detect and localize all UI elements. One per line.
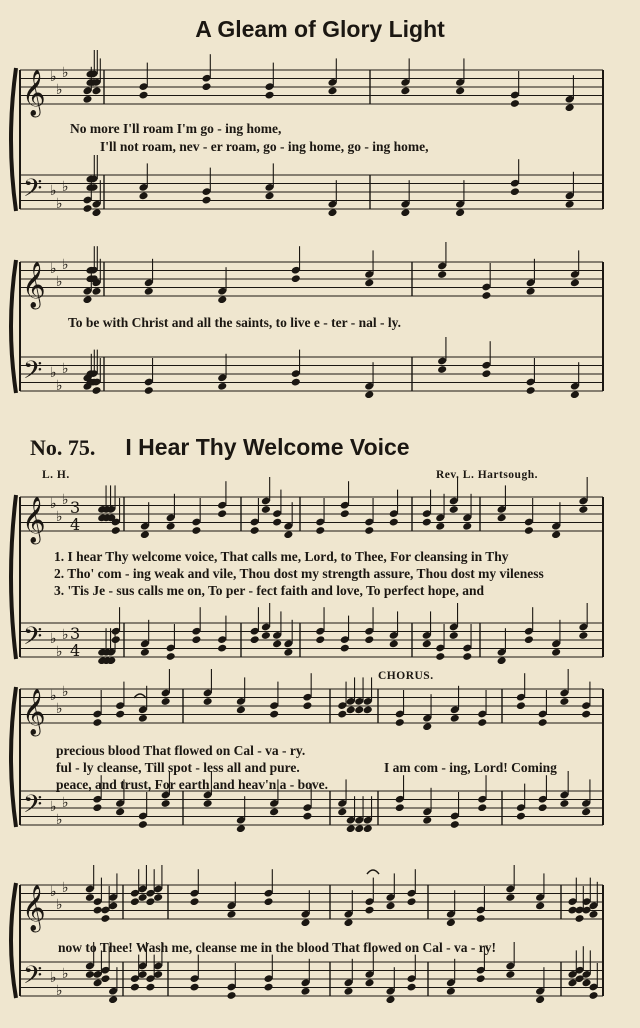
key-flat-treble-4-2: ♭ (62, 880, 69, 896)
key-flat-treble-3-2: ♭ (62, 684, 69, 700)
note-chord-t2-2-1 (261, 505, 271, 514)
note-chord-b3-0-2 (138, 820, 148, 829)
key-flat-bass-2-0: ♭ (50, 631, 57, 647)
chorus-label: CHORUS. (378, 670, 434, 682)
note-chord-b0-1-1 (201, 196, 211, 205)
note-chord-t3-3-0 (395, 718, 405, 727)
key-flat-treble-0-2: ♭ (62, 65, 69, 81)
note-chord-t1-1-0 (144, 287, 154, 296)
note-chord-t4-3-2 (385, 901, 395, 910)
note-chord-b4-0-1 (93, 978, 103, 987)
note-chord-b1-2-2 (526, 386, 536, 395)
note-chord-t2-1-2 (191, 526, 201, 535)
treble-clef-1: 𝄞 (22, 262, 46, 308)
note-chord-b4-3-3 (406, 983, 416, 992)
note-chord-b4-3-0 (343, 987, 353, 996)
note-chord-t0-1-3 (327, 86, 337, 95)
note-chord-b4-3-2 (385, 995, 395, 1004)
lyric-line-b2-verse-1: precious blood That flowed on Cal - va - ry. (56, 743, 306, 758)
brace-1 (11, 260, 16, 393)
key-flat-bass-3-2: ♭ (62, 795, 69, 811)
note-chord-t3-2-1 (346, 705, 356, 714)
note-chord-t1-1-2 (291, 274, 301, 283)
key-flat-bass-1-1: ♭ (56, 378, 63, 394)
treble-staff-4 (20, 885, 603, 919)
note-chord-b2-1-1 (166, 652, 176, 661)
note-chord-b4-2-3 (300, 987, 310, 996)
note-chord-t2-4-3 (462, 522, 472, 531)
note-chord-b4-0-0 (85, 970, 95, 979)
note-chord-b3-2-0 (337, 807, 347, 816)
note-chord-t4-0-0 (85, 893, 95, 902)
note-chord-t0-2-1 (455, 86, 465, 95)
note-chord-b3-3-1 (422, 816, 432, 825)
key-flat-treble-4-0: ♭ (50, 884, 57, 900)
note-chord-t0-2-2 (510, 99, 520, 108)
note-chord-b2-3-0 (315, 635, 325, 644)
note-chord-t4-4-1 (476, 914, 486, 923)
note-chord-b1-1-1 (217, 382, 227, 391)
bass-clef-3: 𝄢 (23, 790, 43, 825)
note-chord-b2-4-3 (462, 652, 472, 661)
note-chord-t3-4-2 (559, 697, 569, 706)
note-chord-b3-1-0 (203, 799, 213, 808)
note-chord-t1-2-2 (526, 287, 536, 296)
key-flat-treble-1-0: ♭ (50, 261, 57, 277)
note-chord-b2-1-0 (140, 648, 150, 657)
note-chord-b1-2-3 (570, 390, 580, 399)
note-chord-b3-1-3 (302, 812, 312, 821)
note-chord-b3-4-0 (516, 812, 526, 821)
note-chord-t2-2-0 (250, 526, 260, 535)
key-flat-bass-2-2: ♭ (62, 627, 69, 643)
note-chord-t2-1-3 (217, 509, 227, 518)
note-chord-b2-5-3 (578, 631, 588, 640)
hymn-title-i-hear-thy-welcome-voice: I Hear Thy Welcome Voice (125, 434, 410, 460)
note-chord-t2-5-1 (524, 526, 534, 535)
treble-staff-0 (20, 70, 603, 104)
key-flat-treble-2-1: ♭ (56, 509, 63, 525)
note-chord-b2-3-3 (389, 639, 399, 648)
note-chord-b4-4-1 (476, 974, 486, 983)
note-chord-b4-2-0 (189, 983, 199, 992)
note-chord-t3-0-1 (115, 710, 125, 719)
note-chord-t4-1-2 (145, 897, 155, 906)
note-chord-t0-0-3 (91, 86, 101, 95)
key-flat-bass-3-0: ♭ (50, 799, 57, 815)
key-flat-bass-3-1: ♭ (56, 812, 63, 828)
bass-clef-2: 𝄢 (23, 622, 43, 657)
time-top-t2: 3 (70, 498, 81, 517)
brace-0 (11, 68, 16, 211)
key-flat-bass-0-2: ♭ (62, 179, 69, 195)
note-chord-t4-4-3 (535, 901, 545, 910)
note-chord-b2-4-1 (435, 652, 445, 661)
note-chord-b4-4-0 (446, 987, 456, 996)
note-chord-b3-4-2 (559, 799, 569, 808)
note-chord-t3-1-0 (203, 697, 213, 706)
hymn-title-gleam-of-glory-light: A Gleam of Glory Light (195, 16, 445, 42)
note-chord-b0-2-1 (455, 208, 465, 217)
note-chord-t3-0-3 (161, 697, 171, 706)
note-chord-t4-0-1 (93, 906, 103, 915)
hymn-number: No. 75. (30, 435, 96, 460)
note-chord-t0-1-1 (201, 82, 211, 91)
note-chord-b3-2-3 (363, 824, 373, 833)
key-flat-treble-2-2: ♭ (62, 492, 69, 508)
treble-clef-2: 𝄞 (22, 497, 46, 543)
lyric-line-b2-verse-3: peace, and trust, For earth and heav'n a - bove. (56, 777, 328, 792)
key-flat-bass-0-1: ♭ (56, 196, 63, 212)
key-flat-treble-1-1: ♭ (56, 274, 63, 290)
note-chord-t2-3-1 (340, 509, 350, 518)
note-chord-t3-2-0 (337, 710, 347, 719)
note-chord-t4-2-1 (226, 910, 236, 919)
note-chord-t4-2-3 (300, 918, 310, 927)
key-flat-bass-4-0: ♭ (50, 970, 57, 986)
note-chord-b1-0-3 (91, 386, 101, 395)
author-credit: Rev. L. Hartsough. (436, 469, 538, 481)
note-chord-b0-1-0 (138, 191, 148, 200)
lyric-line-a1-verse-2: I'll not roam, nev - er roam, go - ing home, go - ing home, (100, 139, 429, 154)
note-chord-b0-1-2 (264, 191, 274, 200)
note-chord-b2-2-3 (283, 648, 293, 657)
note-chord-b0-2-0 (400, 208, 410, 217)
time-bottom-b2: 4 (70, 641, 81, 660)
note-chord-b3-1-1 (236, 824, 246, 833)
note-chord-t2-3-2 (364, 526, 374, 535)
note-chord-t0-0-0 (82, 95, 92, 104)
lyric-chorus-start: I am com - ing, Lord! Coming (384, 760, 557, 775)
note-chord-t2-2-2 (272, 518, 282, 527)
note-chord-t2-0-3 (111, 526, 121, 535)
key-flat-treble-3-0: ♭ (50, 688, 57, 704)
note-chord-t4-1-3 (153, 893, 163, 902)
note-chord-b2-5-0 (497, 656, 507, 665)
key-flat-bass-1-0: ♭ (50, 365, 57, 381)
note-chord-t4-1-1 (138, 893, 148, 902)
lyric-line-b1-verse-3: 3. 'Tis Je - sus calls me on, To per - fect faith and love, To perfect hope, and (54, 583, 485, 598)
note-chord-b3-2-1 (346, 824, 356, 833)
note-chord-b2-2-1 (261, 631, 271, 640)
note-chord-t3-4-3 (581, 710, 591, 719)
note-chord-b4-5-3 (588, 991, 598, 1000)
note-chord-b2-3-2 (364, 635, 374, 644)
brace-3 (11, 687, 16, 827)
note-chord-t1-2-3 (570, 278, 580, 287)
treble-staff-1 (20, 262, 603, 296)
note-chord-b4-3-1 (364, 978, 374, 987)
note-chord-b3-1-2 (269, 807, 279, 816)
note-chord-t0-1-0 (138, 91, 148, 100)
note-chord-b4-0-3 (108, 995, 118, 1004)
note-chord-t3-4-0 (516, 701, 526, 710)
note-chord-t3-0-0 (92, 718, 102, 727)
note-chord-t3-1-3 (302, 701, 312, 710)
note-chord-t4-5-1 (574, 914, 584, 923)
note-chord-t1-1-3 (364, 278, 374, 287)
note-chord-b3-0-3 (161, 799, 171, 808)
lyric-line-b1-verse-1: 1. I hear Thy welcome voice, That calls me, Lord, to Thee, For cleansing in Thy (54, 549, 509, 564)
note-chord-b3-3-0 (395, 803, 405, 812)
note-chord-b3-2-2 (354, 824, 364, 833)
bass-staff-1 (20, 357, 603, 391)
note-chord-b1-1-0 (144, 386, 154, 395)
note-chord-b2-4-0 (422, 639, 432, 648)
brace-4 (11, 883, 16, 998)
note-chord-t4-2-0 (189, 897, 199, 906)
note-chord-t3-3-1 (422, 722, 432, 731)
key-flat-treble-3-1: ♭ (56, 701, 63, 717)
lyric-line-a1-verse-1: No more I'll roam I'm go - ing home, (70, 121, 282, 136)
brace-2 (11, 495, 16, 659)
bass-clef-1: 𝄢 (23, 356, 43, 391)
note-chord-b3-4-1 (538, 803, 548, 812)
note-chord-b2-1-2 (191, 635, 201, 644)
note-chord-t2-4-2 (449, 505, 459, 514)
key-flat-bass-4-1: ♭ (56, 983, 63, 999)
note-chord-t1-2-1 (481, 291, 491, 300)
key-flat-bass-1-2: ♭ (62, 361, 69, 377)
note-chord-t2-3-0 (315, 526, 325, 535)
key-flat-treble-0-1: ♭ (56, 82, 63, 98)
note-chord-b0-2-3 (565, 200, 575, 209)
note-chord-b3-0-0 (92, 803, 102, 812)
fermata-2 (367, 870, 379, 874)
key-flat-treble-2-0: ♭ (50, 496, 57, 512)
note-chord-t3-1-2 (269, 710, 279, 719)
note-chord-b0-0-0 (82, 204, 92, 213)
treble-clef-4: 𝄞 (22, 885, 46, 931)
note-chord-t4-4-0 (446, 918, 456, 927)
note-chord-b1-2-1 (481, 369, 491, 378)
note-chord-t3-0-2 (138, 714, 148, 723)
note-chord-t3-2-2 (354, 705, 364, 714)
note-chord-t3-3-3 (477, 718, 487, 727)
note-chord-t2-5-2 (551, 530, 561, 539)
note-chord-b4-0-2 (100, 974, 110, 983)
note-chord-t1-1-1 (217, 295, 227, 304)
note-chord-t4-3-0 (343, 918, 353, 927)
lyric-line-b1-verse-2: 2. Tho' com - ing weak and vile, Thou dost my strength assure, Thou dost my vileness (54, 566, 544, 581)
note-chord-b4-2-1 (226, 991, 236, 1000)
note-chord-t4-3-1 (364, 906, 374, 915)
note-chord-b2-1-3 (217, 644, 227, 653)
note-chord-t4-0-2 (100, 914, 110, 923)
treble-clef-0: 𝄞 (22, 70, 46, 116)
note-chord-b2-2-0 (250, 635, 260, 644)
note-chord-b2-5-2 (551, 648, 561, 657)
note-chord-b2-3-1 (340, 644, 350, 653)
note-chord-t1-0-3 (91, 287, 101, 296)
note-chord-b4-4-3 (535, 995, 545, 1004)
note-chord-t2-3-3 (389, 518, 399, 527)
note-chord-t1-2-0 (437, 270, 447, 279)
note-chord-t2-4-0 (422, 518, 432, 527)
note-chord-t2-1-1 (166, 522, 176, 531)
note-chord-b1-1-2 (291, 378, 301, 387)
key-flat-bass-4-2: ♭ (62, 966, 69, 982)
note-chord-b3-3-3 (477, 803, 487, 812)
note-chord-b3-4-3 (581, 807, 591, 816)
note-chord-t0-2-0 (400, 86, 410, 95)
note-chord-t3-2-3 (363, 705, 373, 714)
note-chord-t2-4-1 (435, 522, 445, 531)
note-chord-t2-1-0 (140, 530, 150, 539)
note-chord-b0-0-3 (91, 208, 101, 217)
note-chord-b1-1-3 (364, 390, 374, 399)
note-chord-t3-4-1 (538, 718, 548, 727)
time-top-b2: 3 (70, 624, 81, 643)
treble-clef-3: 𝄞 (22, 689, 46, 735)
note-chord-t0-2-3 (565, 103, 575, 112)
time-bottom-t2: 4 (70, 515, 81, 534)
note-chord-t0-1-2 (264, 91, 274, 100)
composer-credit: L. H. (42, 469, 70, 481)
note-chord-b4-4-2 (505, 970, 515, 979)
note-chord-b4-2-2 (263, 983, 273, 992)
note-chord-b2-4-2 (449, 631, 459, 640)
treble-staff-2 (20, 497, 603, 531)
key-flat-treble-4-1: ♭ (56, 897, 63, 913)
key-flat-bass-0-0: ♭ (50, 183, 57, 199)
bass-clef-0: 𝄢 (23, 174, 43, 209)
note-chord-b3-0-1 (115, 807, 125, 816)
lyric-line-a2: To be with Christ and all the saints, to live e - ter - nal - ly. (68, 315, 402, 330)
note-chord-b4-1-0 (130, 983, 140, 992)
lyric-line-b2-verse-2: ful - ly cleanse, Till spot - less all and pure. (56, 760, 300, 775)
lyric-line-b3: now to Thee! Wash me, cleanse me in the blood That flowed on Cal - va - ry! (58, 940, 497, 955)
note-chord-t4-1-0 (130, 897, 140, 906)
key-flat-bass-2-1: ♭ (56, 644, 63, 660)
note-chord-t3-1-1 (236, 705, 246, 714)
note-chord-t4-3-3 (406, 897, 416, 906)
note-chord-b1-2-0 (437, 365, 447, 374)
note-chord-t3-3-2 (450, 714, 460, 723)
bass-clef-4: 𝄢 (23, 961, 43, 996)
hymn-heading (30, 434, 410, 461)
note-chord-b3-3-2 (450, 820, 460, 829)
key-flat-treble-0-0: ♭ (50, 69, 57, 85)
note-chord-t4-4-2 (505, 893, 515, 902)
note-chord-b2-0-3 (111, 635, 121, 644)
note-chord-b0-1-3 (327, 208, 337, 217)
note-chord-t1-0-0 (82, 295, 92, 304)
note-chord-b2-2-2 (272, 639, 282, 648)
key-flat-treble-1-2: ♭ (62, 257, 69, 273)
note-chord-t2-2-3 (283, 530, 293, 539)
note-chord-t2-5-0 (497, 513, 507, 522)
note-chord-b0-2-2 (510, 187, 520, 196)
note-chord-b4-1-2 (145, 983, 155, 992)
note-chord-t2-5-3 (578, 505, 588, 514)
note-chord-b2-5-1 (524, 635, 534, 644)
note-chord-t4-2-2 (263, 897, 273, 906)
